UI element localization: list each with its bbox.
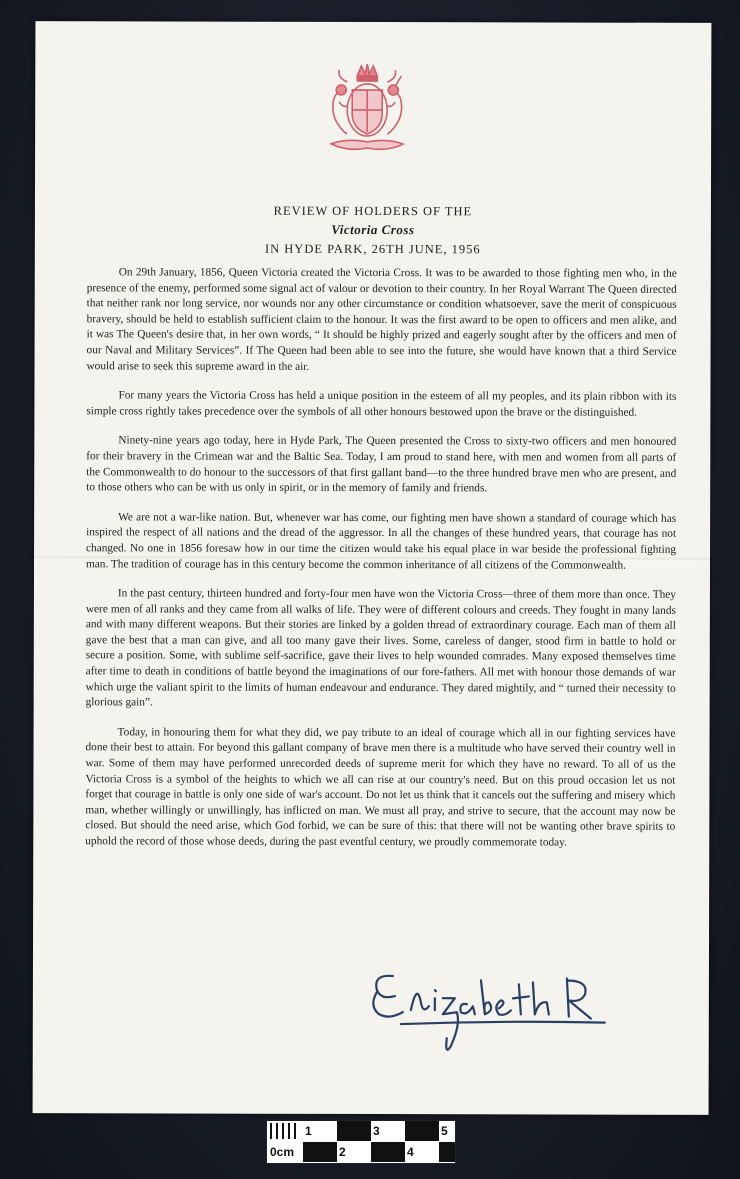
scale-cell-b5 [439, 1142, 455, 1162]
scale-mark-4: 4 [407, 1145, 414, 1159]
heading-victoria-cross: Victoria Cross [331, 221, 415, 238]
scale-cell-2 [337, 1121, 371, 1141]
heading-review: REVIEW OF HOLDERS OF THE [273, 203, 473, 219]
paragraph-2: For many years the Victoria Cross has held a unique position in the esteem of all my peoples, and its plain ribbon with its simple cross rightly takes precedence over the symbols of all other honours bestowed upon the brave or the distinguished. [86, 389, 677, 419]
paragraph-6: Today, in honouring them for what they did, we pay tribute to an ideal of courage which all in our fighting services have done their best to attain. For beyond this gallant company of brave men there is a multitude who have served their country well in war. Some of them may have performed unrecorded deeds of supreme merit for which they have no reward. To all of us the Victoria Cross is a symbol of the heights to which we all can rise at our country's need. But on this proud occasion let us not forget that courage in battle is only one side of war's account. Do not let us think that it cancels out the suffering and misery which man, whether willingly or unwillingly, has inflicted on man. We must all pray, and strive to secure, that the account may now be closed. But should the need arise, which God forbid, we can be sure of this: that there will not be wanting other brave spirits to uphold the record of those whose deeds, during the past eventful century, we proudly commemorate today. [85, 726, 676, 849]
scale-mark-2: 2 [339, 1145, 346, 1159]
scale-mark-3: 3 [373, 1124, 380, 1138]
scale-cell-b1 [303, 1142, 337, 1162]
mm-ticks-icon [267, 1121, 303, 1141]
body-text [85, 265, 677, 865]
paragraph-3: Ninety-nine years ago today, here in Hyde Park, The Queen presented the Cross to sixty-two officers and men honoured for their bravery in the Crimean war and the Baltic Sea. Today, I am proud to stand here, with men and women from all parts of the Commonwealth to do honour to the successors of that first gallant band—to the three hundred brave men who are present, and to those others who can be with us only in spirit, or in the memory of family and friends. [86, 434, 677, 495]
scale-cell-4 [405, 1121, 439, 1141]
heading-date: IN HYDE PARK, 26TH JUNE, 1956 [264, 241, 481, 257]
scale-mm-ticks [267, 1121, 304, 1141]
scale-mark-1: 1 [305, 1124, 312, 1138]
scale-cell-b3 [371, 1142, 405, 1162]
scale-unit-label: 0cm [270, 1145, 295, 1159]
paragraph-5: In the past century, thirteen hundred and forty-four men have won the Victoria Cross—three of them more than once. They were men of all ranks and they came from all walks of life. They were of different colours and creeds. They fought in many lands and with many different weapons. But their stories are linked by a golden thread of extraordinary courage. Each man of them all gave the best that a man can give, and all too many gave their lives. Some, careless of danger, stood firm in battle to hold or secure a position. Some, with sublime self-sacrifice, gave their lives to help wounded comrades. Many exposed themselves time after time to death in conditions of battle beyond the imaginations of our fore-fathers. All met with honour those demands of war which urge the valiant spirit to the limits of human endeavour and endurance. They dared mightily, and “ turned their necessity to glorious gain”. [85, 587, 676, 709]
document-sheet [33, 21, 712, 1115]
measurement-scale-bar [266, 1120, 456, 1164]
royal-coat-of-arms-icon [317, 62, 417, 157]
scale-mark-5: 5 [441, 1124, 448, 1138]
signature-elizabeth-r [363, 962, 613, 1063]
paragraph-4: We are not a war-like nation. But, whenever war has come, our fighting men have shown a standard of courage which has inspired the respect of all nations and the dread of the aggressor. In all the changes of these hundred years, that courage has not changed. No one in 1856 foresaw how in our time the citizen would take his equal place in war beside the professional fighting man. The tradition of courage has in this century become the common inheritance of all citizens of the Commonwealth. [85, 511, 677, 572]
paragraph-1: On 29th January, 1856, Queen Victoria created the Victoria Cross. It was to be awarded to those fighting men who, in the presence of the enemy, performed some signal act of valour or devotion to their country. In her Royal Warrant The Queen directed that neither rank nor long service, nor wounds nor any other circumstance or condition whatsoever, save the merit of conspicuous bravery, should be held to establish sufficient claim to the honour. It was the first award to be open to officers and men alike, and it was The Queen's desire that, in her own words, “ It should be highly prized and eagerly sought after by the officers and men of our Naval and Military Services”. If The Queen had been able to see into the future, she would have known that a third Service would arise to seek this supreme award in the air. [86, 266, 677, 373]
